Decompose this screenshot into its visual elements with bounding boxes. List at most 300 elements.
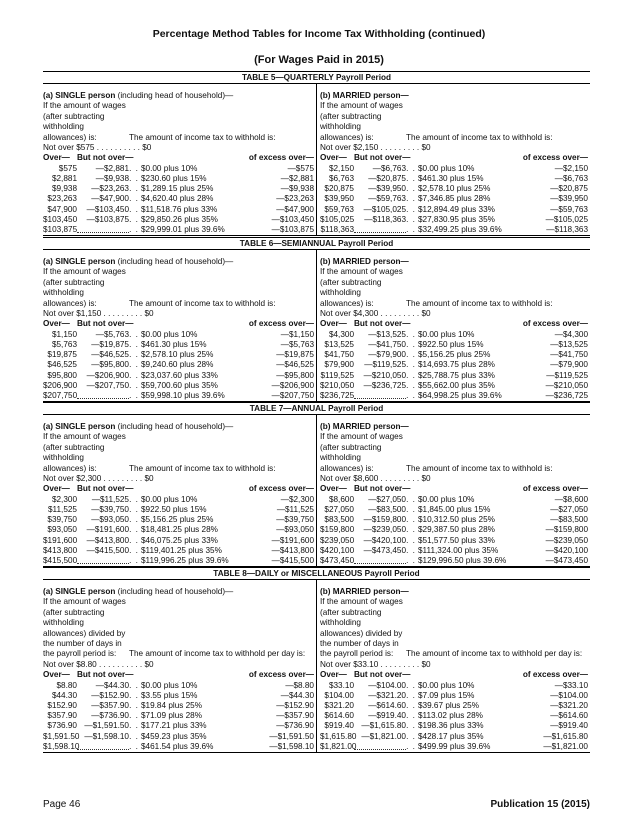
table-row <box>320 536 590 546</box>
table-row <box>320 546 590 556</box>
column-headers <box>43 319 316 329</box>
married-heading <box>320 587 590 597</box>
but-not-over-cell: —$736.90 <box>91 711 129 721</box>
single-heading-label: (a) SINGLE person <box>43 257 116 266</box>
but-not-over-cell: —$13,525 <box>368 329 406 339</box>
leader-dots: . . <box>129 525 139 535</box>
leader-dots: . . <box>129 505 139 514</box>
over-cell: $1,615.80 <box>320 731 357 741</box>
but-not-over-header: But not over— <box>354 670 411 680</box>
excess-cell: —$19,875 <box>276 350 314 360</box>
leader-dots: . . <box>129 224 139 234</box>
single-heading-note: (including head of household)— <box>117 257 234 266</box>
but-not-over-cell: —$321.20 <box>368 690 406 700</box>
table-columns <box>43 250 590 401</box>
excess-cell: —$152.90 <box>276 701 314 710</box>
excess-cell: —$8,600 <box>554 494 588 504</box>
but-not-over-header: But not over— <box>77 153 134 163</box>
excess-cell: —$207,750 <box>271 390 314 400</box>
leader-dots: . . <box>129 340 139 349</box>
excess-cell: —$1,591.50 <box>269 731 314 741</box>
over-cell: $9,938 <box>51 184 77 194</box>
tax-cell: $10,312.50 plus 25% <box>418 515 495 525</box>
tax-cell: $428.17 plus 35% <box>418 731 484 741</box>
over-cell: $415,500 <box>43 555 78 565</box>
excess-cell: —$33.10 <box>554 680 588 690</box>
excess-header: of excess over— <box>522 319 588 329</box>
table-bottom-rule <box>43 752 590 753</box>
excess-cell: —$39,950 <box>550 194 588 204</box>
table-row <box>43 691 316 701</box>
but-not-over-cell <box>354 225 406 233</box>
over-header: Over— <box>43 153 70 163</box>
leader-dots: . . <box>406 555 416 565</box>
tax-cell: $3.55 plus 15% <box>141 690 198 700</box>
single-heading-note: (including head of household)— <box>117 587 234 596</box>
excess-cell: —$191,600 <box>271 535 314 545</box>
table-row <box>320 164 590 174</box>
leader-dots: . . <box>406 741 416 751</box>
over-cell: $614.60 <box>324 711 354 721</box>
leader-dots: . . <box>129 380 139 390</box>
excess-cell: —$20,875 <box>550 184 588 194</box>
tax-cell: $5,156.25 plus 25% <box>418 350 491 360</box>
table-row <box>43 215 316 225</box>
leader-dots: . . <box>406 721 416 731</box>
over-cell: $4,300 <box>328 329 354 339</box>
tax-cell: $922.50 plus 15% <box>418 340 484 349</box>
but-not-over-cell: —$119,525 <box>364 360 406 370</box>
but-not-over-cell: —$6,763 <box>372 163 406 173</box>
table-row <box>43 495 316 505</box>
leader-dots: . . <box>129 515 139 525</box>
table-row <box>43 556 316 566</box>
but-not-over-cell: —$9,938 <box>95 174 129 183</box>
not-over-line: Not over $4,300 . . . . . . . . . $0 <box>320 309 431 319</box>
excess-cell: —$1,150 <box>280 329 314 339</box>
excess-cell: —$13,525 <box>550 340 588 349</box>
but-not-over-header: But not over— <box>354 319 411 329</box>
over-cell: $420,100 <box>320 545 355 555</box>
not-over-line: Not over $8.80 . . . . . . . . . . $0 <box>43 659 154 669</box>
intro-text <box>320 432 590 474</box>
excess-header: of excess over— <box>522 670 588 680</box>
over-header: Over— <box>43 670 70 680</box>
over-cell: $13,525 <box>324 340 354 349</box>
over-cell: $103,450 <box>43 214 78 224</box>
over-header: Over— <box>320 319 347 329</box>
over-cell: $2,881 <box>51 174 77 183</box>
excess-cell: —$413,800 <box>271 545 314 555</box>
single-heading-note: (including head of household)— <box>117 422 234 431</box>
over-cell: $27,050 <box>324 505 354 514</box>
column-headers <box>43 153 316 163</box>
single-heading-note: (including head of household)— <box>117 91 234 100</box>
leader-dots: . . <box>406 711 416 721</box>
table-row <box>43 225 316 235</box>
tax-cell: $1,289.15 plus 25% <box>141 184 214 194</box>
excess-cell: —$46,525 <box>276 360 314 370</box>
over-cell: $1,591.50 <box>43 731 80 741</box>
married-column <box>316 84 590 235</box>
intro-tax: The amount of income tax to withhold is: <box>406 298 553 308</box>
tax-cell: $119,401.25 plus 35% <box>141 545 222 555</box>
table-row <box>320 495 590 505</box>
table-title: TABLE 8—DAILY or MISCELLANEOUS Payroll Period <box>213 569 420 578</box>
over-cell: $1,821.00 <box>320 741 357 751</box>
excess-cell: —$9,938 <box>280 184 314 194</box>
over-cell: $8,600 <box>328 494 354 504</box>
but-not-over-cell: —$1,598.10 <box>84 731 129 741</box>
table-row <box>43 340 316 350</box>
table-row <box>320 350 590 360</box>
but-not-over-cell: —$44.30 <box>95 680 129 690</box>
over-cell: $239,050 <box>320 535 355 545</box>
tax-cell: $39.67 plus 25% <box>418 701 479 710</box>
leader-dots: . . <box>129 741 139 751</box>
but-not-over-cell <box>354 391 406 399</box>
intro-tax: The amount of income tax to withhold is: <box>129 298 276 308</box>
over-cell: $357.90 <box>47 711 77 721</box>
table-row <box>320 732 590 742</box>
but-not-over-cell <box>77 742 129 750</box>
intro-wages: If the amount of wages (after subtracting withholding allowances) is: <box>43 267 126 308</box>
intro-wages: If the amount of wages (after subtracting withholding allowances) is: <box>43 432 126 473</box>
but-not-over-cell <box>77 556 129 564</box>
leader-dots: . . <box>406 214 416 224</box>
tax-cell: $461.30 plus 15% <box>141 340 207 349</box>
but-not-over-cell <box>77 225 129 233</box>
table-row <box>320 515 590 525</box>
over-cell: $103,875 <box>43 224 78 234</box>
leader-dots: . . <box>129 329 139 339</box>
tax-cell: $12,894.49 plus 33% <box>418 204 495 214</box>
table-daily <box>43 567 590 753</box>
tax-cell: $459.23 plus 35% <box>141 731 207 741</box>
leader-dots: . . <box>406 731 416 741</box>
table-row <box>320 556 590 566</box>
excess-cell: —$239,050 <box>545 535 588 545</box>
excess-header: of excess over— <box>522 153 588 163</box>
but-not-over-cell: —$239,050 <box>363 525 406 535</box>
not-over-line: Not over $575 . . . . . . . . . . $0 <box>43 143 152 153</box>
not-over-line: Not over $1,150 . . . . . . . . . $0 <box>43 309 154 319</box>
leader-dots: . . <box>406 545 416 555</box>
table-row <box>43 681 316 691</box>
not-over-line: Not over $8,600 . . . . . . . . . $0 <box>320 474 431 484</box>
excess-cell: —$2,881 <box>280 174 314 183</box>
excess-cell: —$236,725 <box>545 390 588 400</box>
page-number: Page 46 <box>43 799 81 810</box>
married-heading <box>320 422 590 432</box>
page-title: Percentage Method Tables for Income Tax Withholding (continued) <box>152 28 486 40</box>
single-heading <box>43 587 316 597</box>
over-cell: $207,750 <box>43 390 78 400</box>
single-column <box>43 250 316 401</box>
table-row <box>43 515 316 525</box>
but-not-over-cell: —$420,100 <box>363 535 406 545</box>
intro-text <box>320 267 590 309</box>
table-row <box>320 391 590 401</box>
over-cell: $23,263 <box>47 194 77 204</box>
tax-cell: $5,156.25 plus 25% <box>141 515 214 525</box>
over-cell: $33.10 <box>328 680 354 690</box>
table-row <box>320 381 590 391</box>
over-cell: $83,500 <box>324 515 354 525</box>
over-cell: $47,900 <box>47 204 77 214</box>
tax-cell: $111,324.00 plus 35% <box>418 545 499 555</box>
excess-cell: —$420,100 <box>545 545 588 555</box>
leader-dots: . . <box>129 731 139 741</box>
excess-cell: —$415,500 <box>271 555 314 565</box>
excess-cell: —$473,450 <box>545 555 588 565</box>
but-not-over-cell: —$413,800 <box>86 535 129 545</box>
leader-dots: . . <box>129 174 139 183</box>
over-cell: $159,800 <box>320 525 355 535</box>
but-not-over-cell: —$105,025 <box>363 204 406 214</box>
excess-cell: —$119,525 <box>546 370 588 380</box>
table-row <box>43 205 316 215</box>
leader-dots: . . <box>129 214 139 224</box>
married-heading-label: (b) MARRIED person— <box>320 257 409 266</box>
but-not-over-cell: —$415,500 <box>86 545 129 555</box>
over-cell: $210,050 <box>320 380 355 390</box>
tax-cell: $14,693.75 plus 28% <box>418 360 495 370</box>
tax-cell: $461.30 plus 15% <box>418 174 484 183</box>
leader-dots: . . <box>129 701 139 710</box>
tax-cell: $29,999.01 plus 39.6% <box>141 224 225 234</box>
table-title: TABLE 5—QUARTERLY Payroll Period <box>241 73 392 82</box>
tax-cell: $0.00 plus 10% <box>141 494 198 504</box>
leader-dots: . . <box>406 174 416 183</box>
intro-wages: If the amount of wages (after subtracting withholding allowances) is: <box>43 101 126 142</box>
tax-cell: $9,240.60 plus 28% <box>141 360 214 370</box>
but-not-over-cell: —$39,750 <box>91 505 129 514</box>
tax-cell: $19.84 plus 25% <box>141 701 202 710</box>
table-row <box>320 205 590 215</box>
table-row <box>43 711 316 721</box>
over-header: Over— <box>320 670 347 680</box>
tax-cell: $1,845.00 plus 15% <box>418 505 491 514</box>
married-column <box>316 580 590 752</box>
but-not-over-cell <box>77 391 129 399</box>
table-row <box>320 174 590 184</box>
excess-cell: —$59,763 <box>550 204 588 214</box>
not-over-line: Not over $2,300 . . . . . . . . . $0 <box>43 474 154 484</box>
but-not-over-cell: —$20,875 <box>368 174 406 183</box>
tax-cell: $0.00 plus 10% <box>418 680 475 690</box>
leader-dots: . . <box>406 535 416 545</box>
excess-cell: —$39,750 <box>276 515 314 525</box>
tax-cell: $0.00 plus 10% <box>141 680 198 690</box>
intro-text <box>43 267 316 309</box>
excess-cell: —$614.60 <box>550 711 588 721</box>
table-columns <box>43 580 590 752</box>
excess-header: of excess over— <box>248 153 314 163</box>
over-cell: $206,900 <box>43 380 78 390</box>
but-not-over-cell: —$207,750 <box>86 380 129 390</box>
over-cell: $11,525 <box>48 505 77 514</box>
leader-dots: . . <box>406 224 416 234</box>
intro-tax: The amount of income tax to withhold is: <box>129 132 276 142</box>
but-not-over-cell: —$5,763 <box>95 329 129 339</box>
tax-cell: $7,346.85 plus 28% <box>418 194 491 204</box>
intro-wages: If the amount of wages (after subtracting withholding allowances) divided by the number of days in the payroll period is: <box>320 597 403 659</box>
but-not-over-header: But not over— <box>77 484 134 494</box>
over-cell: $79,900 <box>324 360 354 370</box>
tax-cell: $59,998.10 plus 39.6% <box>141 390 225 400</box>
but-not-over-cell: —$1,821.00 <box>361 731 406 741</box>
excess-cell: —$5,763 <box>280 340 314 349</box>
but-not-over-cell: —$39,950 <box>368 184 406 194</box>
tax-cell: $499.99 plus 39.6% <box>418 741 491 751</box>
tax-cell: $71.09 plus 28% <box>141 711 202 721</box>
married-heading <box>320 91 590 101</box>
intro-tax: The amount of income tax to withhold per day is: <box>406 649 583 659</box>
table-annual <box>43 402 590 567</box>
married-heading <box>320 257 590 267</box>
single-column <box>43 84 316 235</box>
column-headers <box>43 484 316 494</box>
table-row <box>43 360 316 370</box>
table-row <box>43 381 316 391</box>
over-cell: $2,300 <box>51 494 77 504</box>
but-not-over-cell: —$103,450 <box>86 204 129 214</box>
tax-cell: $129,996.50 plus 39.6% <box>418 555 507 565</box>
column-headers <box>320 319 590 329</box>
excess-cell: —$95,800 <box>276 370 314 380</box>
leader-dots: . . <box>406 390 416 400</box>
table-row <box>320 340 590 350</box>
over-cell: $919.40 <box>324 721 354 731</box>
tax-cell: $2,578.10 plus 25% <box>418 184 491 194</box>
single-heading <box>43 91 316 101</box>
married-heading-label: (b) MARRIED person— <box>320 587 409 596</box>
leader-dots: . . <box>406 329 416 339</box>
leader-dots: . . <box>406 494 416 504</box>
excess-cell: —$1,821.00 <box>543 741 588 751</box>
table-row <box>320 184 590 194</box>
but-not-over-cell <box>354 556 406 564</box>
leader-dots: . . <box>406 505 416 514</box>
table-bottom-rule <box>43 235 590 236</box>
tax-cell: $177.21 plus 33% <box>141 721 207 731</box>
over-cell: $2,150 <box>328 163 354 173</box>
excess-header: of excess over— <box>248 484 314 494</box>
tax-cell: $0.00 plus 10% <box>418 329 475 339</box>
tax-cell: $7.09 plus 15% <box>418 690 475 700</box>
but-not-over-cell: —$83,500 <box>368 505 406 514</box>
table-row <box>320 701 590 711</box>
table-row <box>43 391 316 401</box>
over-cell: $8.80 <box>56 680 77 690</box>
tax-cell: $29,387.50 plus 28% <box>418 525 495 535</box>
over-cell: $95,800 <box>47 370 77 380</box>
but-not-over-cell: —$357.90 <box>91 701 129 710</box>
single-heading-label: (a) SINGLE person <box>43 422 116 431</box>
excess-cell: —$105,025 <box>545 214 588 224</box>
leader-dots: . . <box>129 711 139 721</box>
but-not-over-header: But not over— <box>77 670 134 680</box>
table-title: TABLE 6—SEMIANNUAL Payroll Period <box>239 239 394 248</box>
leader-dots: . . <box>406 701 416 710</box>
over-cell: $575 <box>58 163 77 173</box>
table-row <box>320 360 590 370</box>
leader-dots: . . <box>406 184 416 194</box>
excess-cell: —$27,050 <box>550 505 588 514</box>
leader-dots: . . <box>406 204 416 214</box>
but-not-over-cell: —$236,725 <box>363 380 406 390</box>
intro-tax: The amount of income tax to withhold per day is: <box>129 649 306 659</box>
leader-dots: . . <box>129 721 139 731</box>
but-not-over-cell: —$93,050 <box>91 515 129 525</box>
table-row <box>320 742 590 752</box>
tax-cell: $11,518.76 plus 33% <box>141 204 218 214</box>
excess-cell: —$103,450 <box>271 214 314 224</box>
tax-cell: $0.00 plus 10% <box>418 163 475 173</box>
tax-cell: $0.00 plus 10% <box>141 329 198 339</box>
leader-dots: . . <box>406 525 416 535</box>
table-row <box>43 371 316 381</box>
over-cell: $41,750 <box>324 350 354 360</box>
table-semiannual <box>43 237 590 402</box>
but-not-over-header: But not over— <box>354 153 411 163</box>
over-header: Over— <box>320 484 347 494</box>
over-cell: $413,800 <box>43 545 78 555</box>
tax-cell: $55,662.00 plus 35% <box>418 380 495 390</box>
tax-cell: $46,075.25 plus 33% <box>141 535 218 545</box>
table-row <box>43 546 316 556</box>
leader-dots: . . <box>406 350 416 360</box>
table-row <box>43 330 316 340</box>
leader-dots: . . <box>129 204 139 214</box>
over-header: Over— <box>43 484 70 494</box>
intro-text <box>43 597 316 659</box>
excess-cell: —$2,150 <box>554 163 588 173</box>
married-heading-label: (b) MARRIED person— <box>320 91 409 100</box>
over-cell: $93,050 <box>47 525 77 535</box>
page-subtitle: (For Wages Paid in 2015) <box>254 54 384 66</box>
but-not-over-cell: —$46,525 <box>91 350 129 360</box>
excess-header: of excess over— <box>248 670 314 680</box>
table-row <box>320 691 590 701</box>
leader-dots: . . <box>129 545 139 555</box>
table-row <box>43 525 316 535</box>
table-row <box>43 194 316 204</box>
excess-cell: —$41,750 <box>550 350 588 360</box>
intro-tax: The amount of income tax to withhold is: <box>129 463 276 473</box>
over-cell: $152.90 <box>47 701 77 710</box>
married-heading-label: (b) MARRIED person— <box>320 422 409 431</box>
excess-cell: —$103,875 <box>271 224 314 234</box>
but-not-over-cell: —$118,363 <box>364 214 406 224</box>
leader-dots: . . <box>406 380 416 390</box>
but-not-over-header: But not over— <box>354 484 411 494</box>
over-cell: $39,750 <box>47 515 77 525</box>
tax-cell: $64,998.25 plus 39.6% <box>418 390 502 400</box>
but-not-over-cell: —$210,050 <box>363 370 406 380</box>
single-column <box>43 580 316 752</box>
single-heading <box>43 257 316 267</box>
excess-cell: —$1,615.80 <box>543 731 588 741</box>
tax-cell: $461.54 plus 39.6% <box>141 741 214 751</box>
tax-cell: $51,577.50 plus 33% <box>418 535 495 545</box>
over-cell: $119,525 <box>320 370 354 380</box>
table-row <box>320 681 590 691</box>
excess-header: of excess over— <box>522 484 588 494</box>
but-not-over-cell: —$919.40 <box>368 711 406 721</box>
over-cell: $191,600 <box>43 535 78 545</box>
